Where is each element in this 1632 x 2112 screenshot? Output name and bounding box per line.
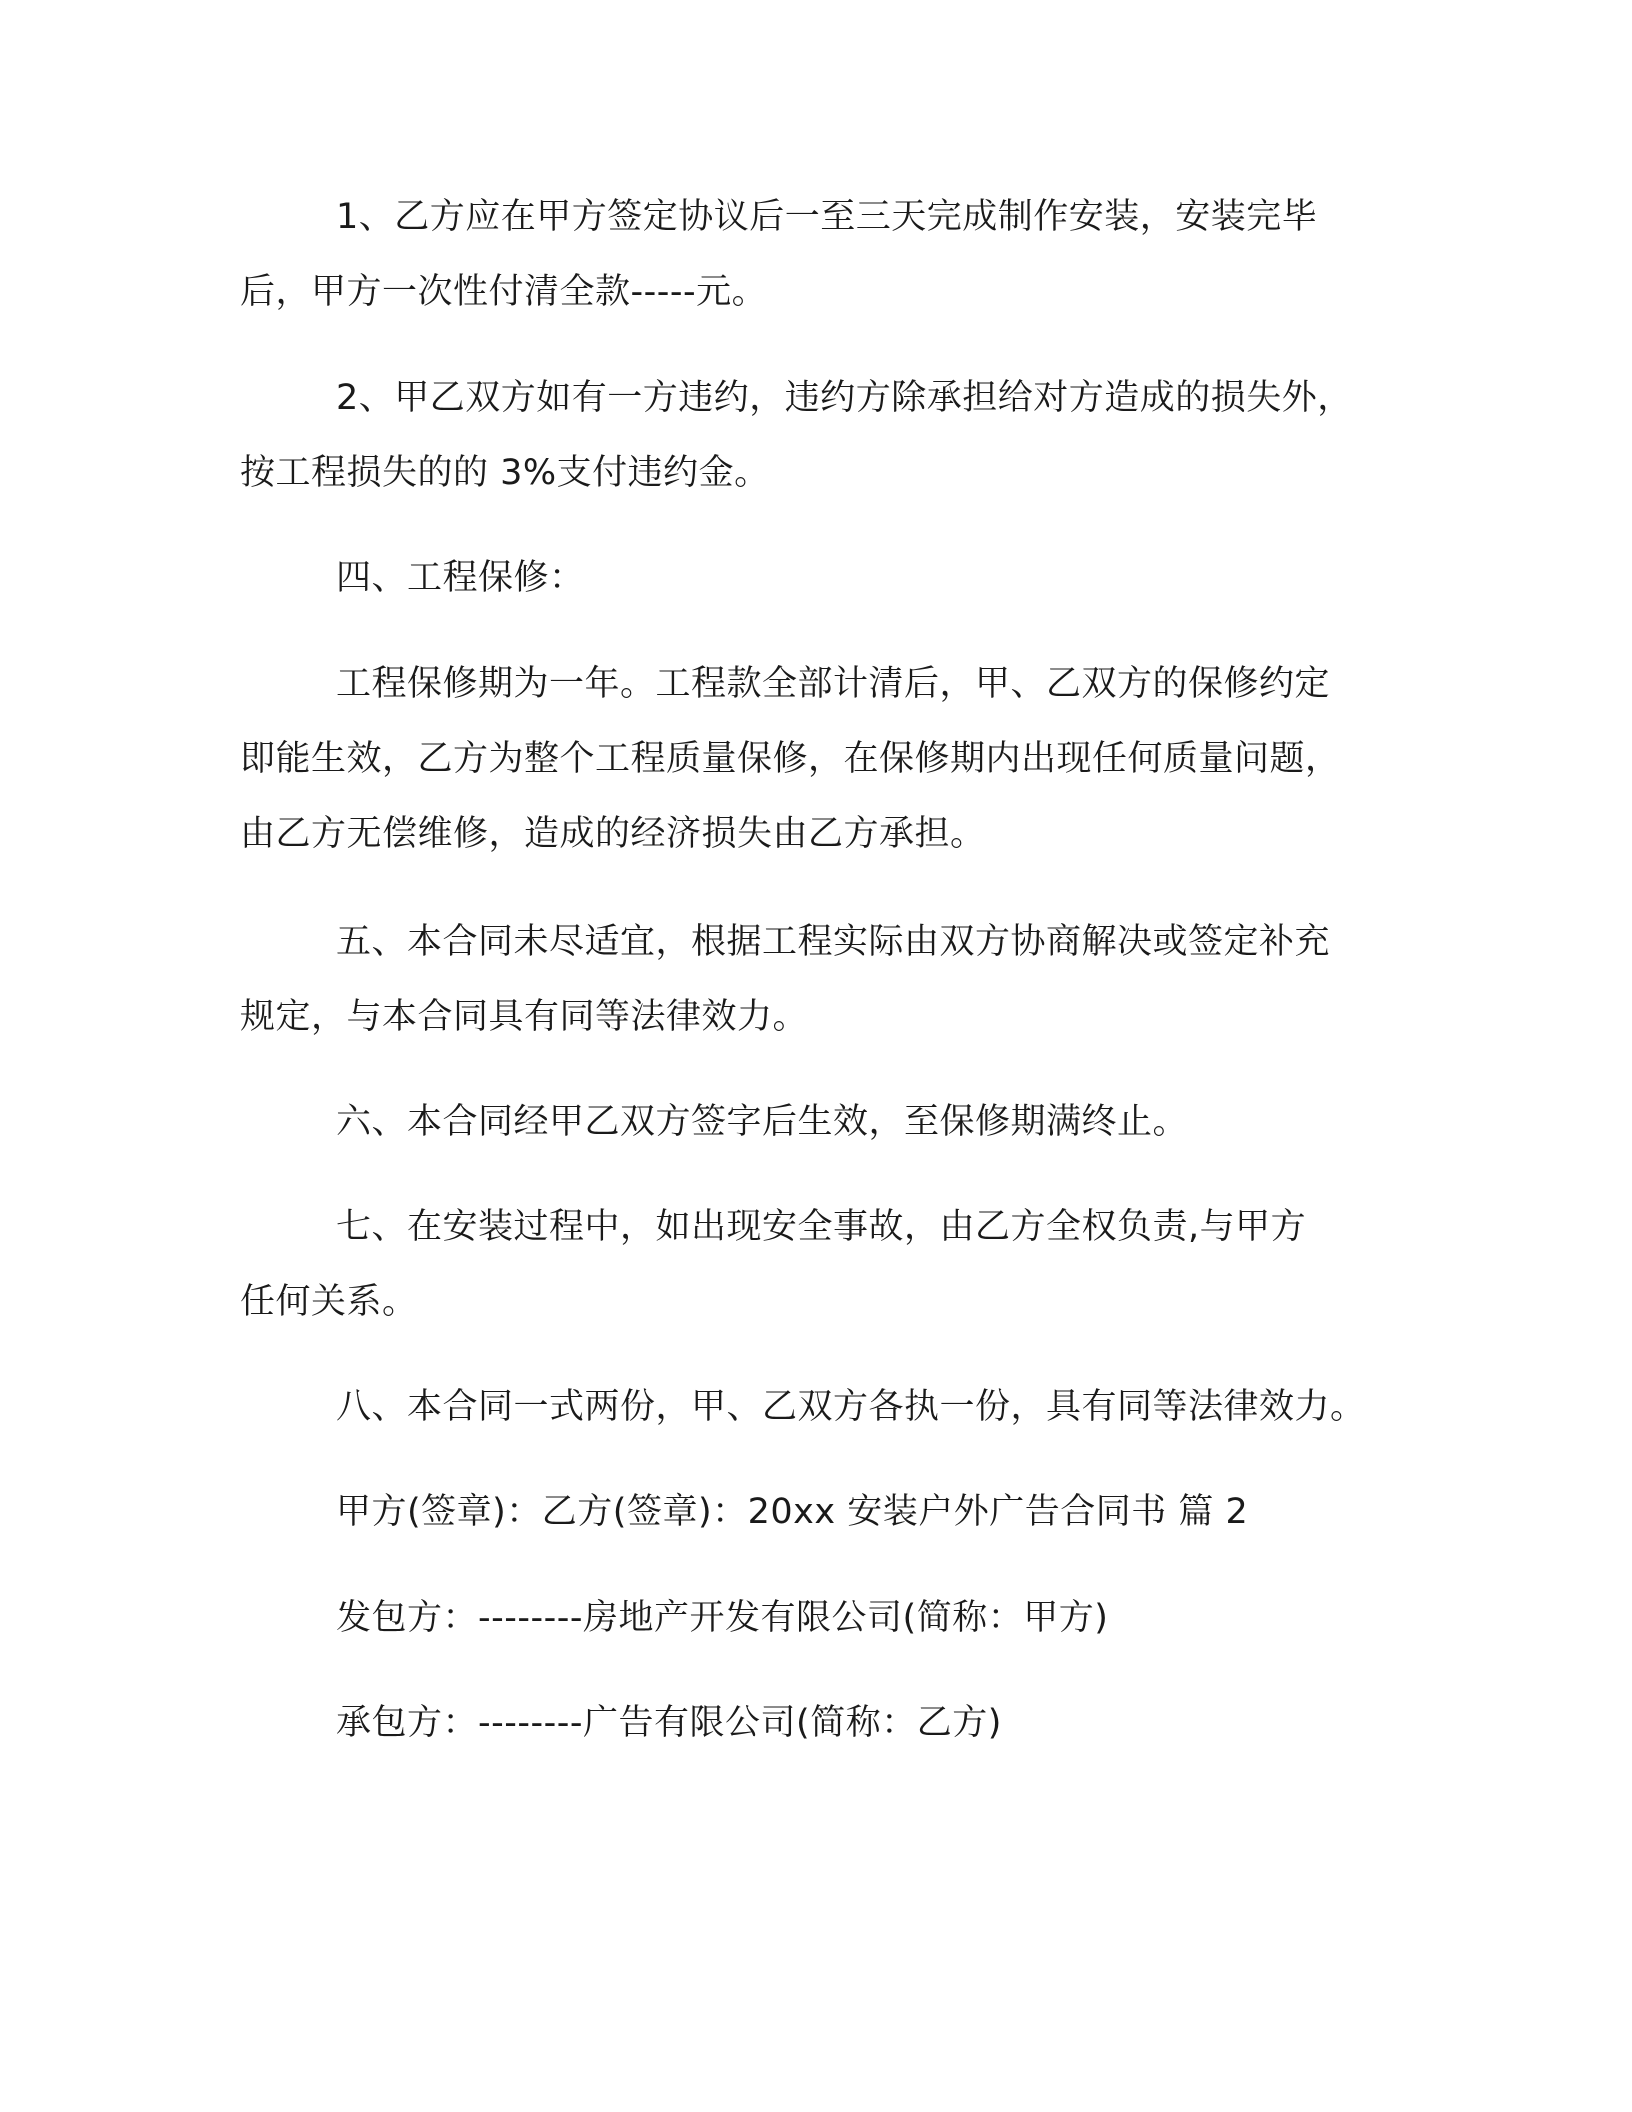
clause-eight — [240, 1370, 1400, 1445]
clause-warranty-line-2: 即能生效，乙方为整个工程质量保修，在保修期内出现任何质量问题， — [240, 739, 1341, 779]
clause-payment — [240, 180, 1400, 330]
clause-six — [240, 1085, 1400, 1160]
clause-five — [240, 905, 1400, 1055]
signature-line — [240, 1475, 1400, 1550]
clause-five-line-2: 规定，与本合同具有同等法律效力。 — [240, 997, 809, 1037]
contractor-party-text: 发包方：--------房地产开发有限公司(简称：甲方) — [336, 1598, 1109, 1638]
signature-line-text: 甲方(签章)：乙方(签章)：20xx 安装户外广告合同书 篇 2 — [336, 1492, 1249, 1532]
subcontractor-party — [240, 1686, 1400, 1761]
clause-seven-line-1: 七、在安装过程中，如出现安全事故，由乙方全权负责,与甲方 — [336, 1207, 1307, 1247]
section-heading-warranty-text: 四、工程保修： — [336, 558, 585, 598]
section-heading-warranty — [240, 541, 1400, 616]
clause-seven — [240, 1190, 1400, 1340]
clause-breach-line-2: 按工程损失的的 3%支付违约金。 — [240, 453, 770, 493]
clause-six-line-1: 六、本合同经甲乙双方签字后生效，至保修期满终止。 — [336, 1102, 1189, 1142]
clause-breach-line-1: 2、甲乙双方如有一方违约，违约方除承担给对方造成的损失外， — [336, 378, 1353, 418]
clause-five-line-1: 五、本合同未尽适宜，根据工程实际由双方协商解决或签定补充 — [336, 922, 1331, 962]
clause-warranty — [240, 647, 1400, 872]
clause-payment-line-1: 1、乙方应在甲方签定协议后一至三天完成制作安装，安装完毕 — [336, 197, 1318, 237]
subcontractor-party-text: 承包方：--------广告有限公司(简称：乙方) — [336, 1703, 1002, 1743]
clause-seven-line-2: 任何关系。 — [240, 1282, 418, 1322]
clause-eight-line-1: 八、本合同一式两份，甲、乙双方各执一份，具有同等法律效力。 — [336, 1387, 1366, 1427]
clause-breach — [240, 361, 1400, 511]
contractor-party — [240, 1581, 1400, 1656]
clause-warranty-line-1: 工程保修期为一年。工程款全部计清后，甲、乙双方的保修约定 — [336, 664, 1331, 704]
clause-payment-line-2: 后，甲方一次性付清全款-----元。 — [240, 272, 768, 312]
clause-warranty-line-3: 由乙方无偿维修，造成的经济损失由乙方承担。 — [240, 814, 986, 854]
